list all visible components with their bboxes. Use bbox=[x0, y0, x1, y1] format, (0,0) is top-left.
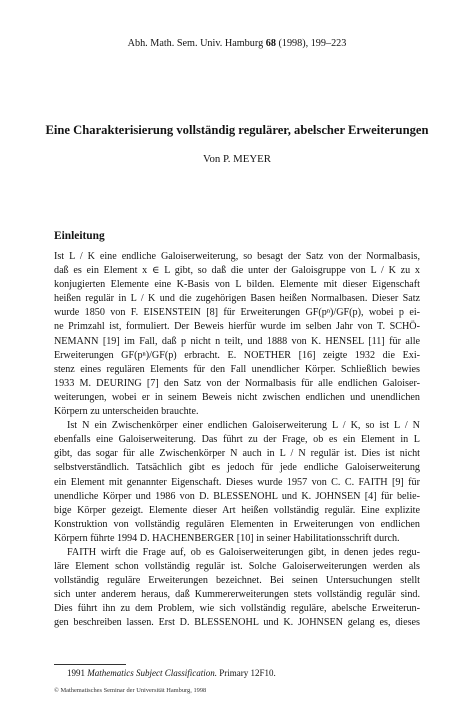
footnote-year: 1991 bbox=[67, 668, 88, 678]
body-line: Ist L / K eine endliche Galoiserweiterung, so besagt der Satz von der Normalbasis, bbox=[54, 251, 420, 262]
body-line: FAITH wirft die Frage auf, ob es Galoiserweiterungen gibt, in denen jedes regu- bbox=[67, 546, 420, 558]
body-line: stenz eines regulären Elements für den Fall unendlicher Körper. Schließlich bewies bbox=[54, 363, 420, 375]
body-line: Körpern zu unterscheiden brauchte. bbox=[54, 406, 199, 418]
body-text bbox=[54, 250, 420, 631]
running-header bbox=[0, 38, 474, 49]
body-line: selbstverständlich. Tatsächlich gibt es jedoch für jede endliche Galoiserweiterung bbox=[54, 462, 420, 474]
body-line: bige Körper gezeigt. Elemente dieser Art heißen vollständig regulär. Eine explizite bbox=[54, 504, 420, 516]
body-line: Dies führt ihn zu dem Problem, wie sich vollständig reguläre, abelsche Erweiterun- bbox=[54, 603, 420, 615]
author-line: Von P. MEYER bbox=[203, 153, 271, 165]
body-line: Konstruktion von vollständig regulären Elementen in Erweiterungen von endlichen bbox=[54, 518, 420, 530]
body-line: Erweiterungen GF(pⁿ)/GF(p) erbracht. E. NOETHER [16] zeigte 1932 die Exi- bbox=[54, 349, 420, 361]
footnote-rule bbox=[54, 664, 126, 665]
journal-name: Abh. Math. Sem. Univ. Hamburg bbox=[127, 38, 266, 49]
volume-number: 68 bbox=[265, 38, 276, 49]
body-line: gen beschreiben lassen. Erst D. BLESSENOHL und K. JOHNSEN gelang es, dieses bbox=[54, 617, 420, 629]
footnote-code: Primary 12F10. bbox=[217, 668, 276, 678]
body-line: ein Element mit genannter Eigenschaft. Dieses wurde 1957 von C. C. FAITH [9] für bbox=[54, 476, 420, 488]
footnote-label: Mathematics Subject Classification. bbox=[87, 668, 217, 678]
body-line: läre Element schon vollständig regulär ist. Solche Galoiserweiterungen werden als bbox=[54, 561, 420, 573]
body-line: gibt, das sogar für alle Zwischenkörper N auch in L / N regulär ist. Dies ist nicht bbox=[54, 448, 420, 460]
body-line: unendliche Körper und 1986 von D. BLESSENOHL und K. JOHNSEN [4] für belie- bbox=[54, 490, 420, 502]
section-heading: Einleitung bbox=[54, 230, 105, 242]
body-line: ne Primzahl ist, formuliert. Der Beweis hierfür wurde im selben Jahr von T. SCHÖ- bbox=[54, 321, 420, 333]
footnote bbox=[67, 668, 276, 678]
copyright-notice: © Mathematisches Seminar der Universität Hamburg, 1998 bbox=[54, 687, 207, 694]
body-line: Körpern führte 1994 D. HACHENBERGER [10] in seiner Habilitationsschrift durch. bbox=[54, 532, 400, 544]
body-line: 1933 M. DEURING [7] den Satz von der Normalbasis für alle endlichen Galoiser- bbox=[54, 377, 420, 389]
body-line: ebenfalls eine Galoiserweiterung. Das führt zu der Frage, ob es ein Element in L bbox=[54, 434, 420, 446]
body-line: weiterungen, wobei er in seinem Beweis nicht zwischen endlichen und unendlichen bbox=[54, 391, 420, 403]
body-line: NEMANN [19] im Fall, daß p nicht n teilt, und 1888 von K. HENSEL [11] für alle bbox=[54, 335, 420, 347]
year-pages: (1998), 199–223 bbox=[275, 38, 347, 49]
body-line: wurde 1850 von F. EISENSTEIN [8] für Erweiterungen GF(pⁿ)/GF(p), wobei p ei- bbox=[54, 307, 420, 319]
body-line: heißen regulär in L / K und die zugehörigen Basen heißen Normalbasen. Dieser Satz bbox=[54, 293, 420, 305]
paper-title: Eine Charakterisierung vollständig regulärer, abelscher Erweiterungen bbox=[45, 123, 429, 137]
body-line: daß es ein Element x ∈ L gibt, so daß die unter der Galoisgruppe von L / K zu x bbox=[54, 265, 420, 277]
body-line: vollständig reguläre Erweiterungen bezeichnet. Bei seinen Untersuchungen stellt bbox=[54, 575, 420, 587]
body-line: sich unter anderem heraus, daß Kummererweiterungen stets vollständig regulär sind. bbox=[54, 589, 420, 601]
body-line: Ist N ein Zwischenkörper einer endlichen Galoiserweiterung L / K, so ist L / N bbox=[67, 420, 420, 432]
body-line: konjugierten Elemente eine K-Basis von L bilden. Elemente mit dieser Eigenschaft bbox=[54, 279, 420, 291]
